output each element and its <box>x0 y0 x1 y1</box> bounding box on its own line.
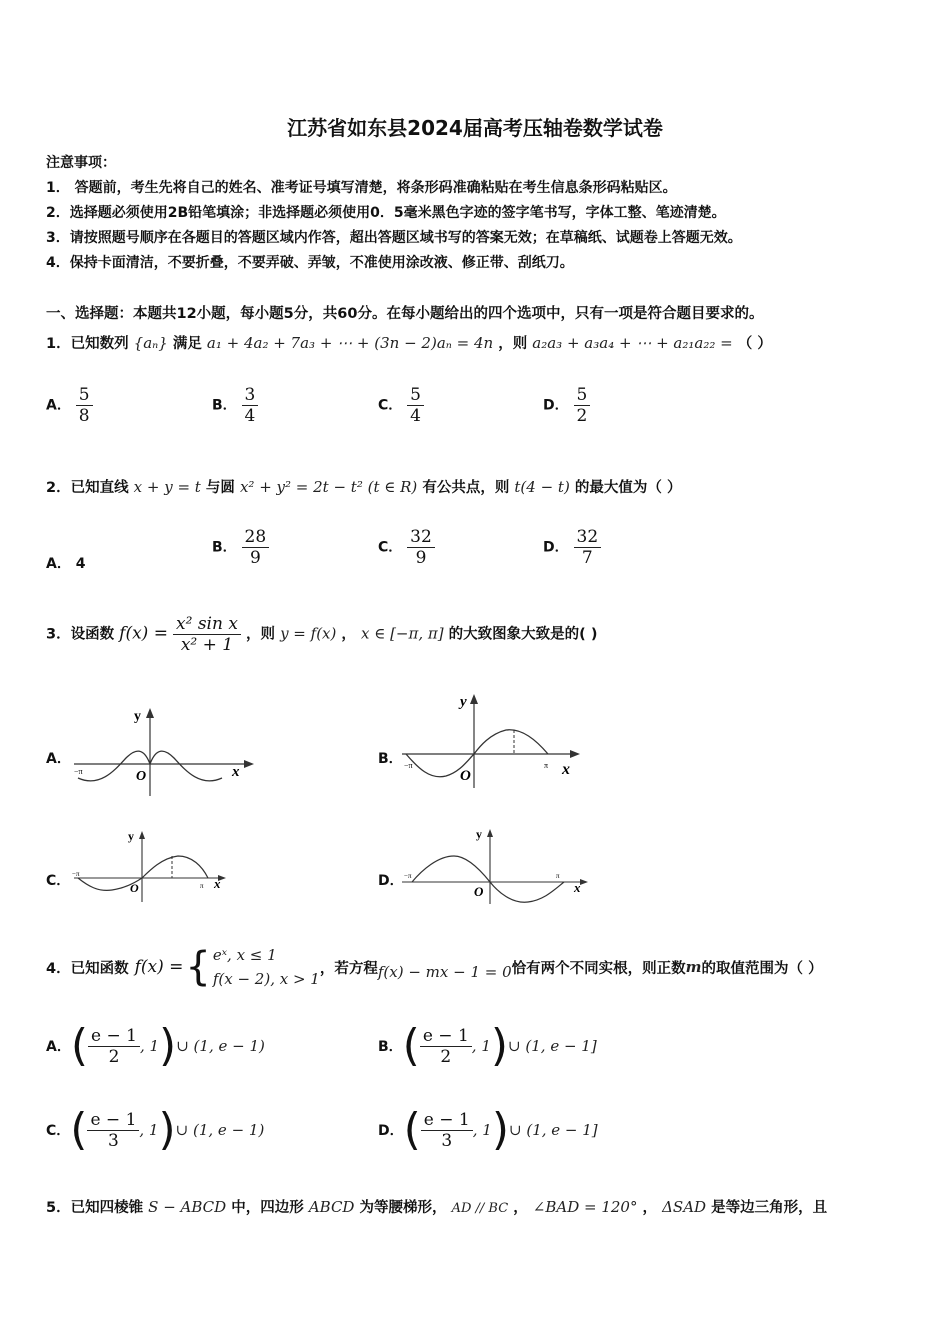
q3-graph-d[interactable] <box>398 824 598 910</box>
q3c-pi: π <box>200 882 204 890</box>
q3c-neg-pi: −π <box>72 870 80 878</box>
question-2: 2．已知直线 x + y = t 与圆 x² + y² = 2t − t² (t ∈ R) 有公共点，则 t(4 − t) 的最大值为（ ） <box>46 478 682 496</box>
q3-option-d[interactable]: D． <box>378 873 404 889</box>
q1-paren: （ ） <box>737 336 772 352</box>
q3d-neg-pi: −π <box>404 872 412 880</box>
note-item-1: 1． 答题前，考生先将自己的姓名、准考证号填写清楚，将条形码准确粘贴在考生信息条形码粘贴区。 <box>46 180 677 196</box>
q3b-y-label: y <box>460 694 467 710</box>
q2-expr: t(4 − t) <box>514 478 570 496</box>
q3-graph-c[interactable] <box>70 826 240 906</box>
q3d-x-label: x <box>574 880 581 895</box>
q2-option-a[interactable]: A． 4 <box>46 556 86 572</box>
q1-option-d[interactable]: D． $\frac{5}{2}$ <box>543 385 590 426</box>
q3b-x-label: x <box>562 761 570 778</box>
question-5: 5．已知四棱锥 S − ABCD 中，四边形 ABCD 为等腰梯形， AD // BC ， ∠BAD = 120° ， ΔSAD 是等边三角形，且 <box>46 1198 828 1216</box>
q4-option-c[interactable]: C． ( $\frac{e - 1}{3}$ , 1 ) ∪ (1, e − 1) <box>46 1104 265 1155</box>
q3c-origin: O <box>130 881 139 895</box>
q3-option-c[interactable]: C． <box>46 873 71 889</box>
q3d-pi: π <box>556 872 560 880</box>
q3c-y-label: y <box>128 829 134 843</box>
q3d-y-label: y <box>476 827 482 841</box>
q3a-neg-pi: −π <box>74 767 83 776</box>
q4-brace: { <box>185 944 211 990</box>
q3-graph-a[interactable] <box>70 700 260 800</box>
q1-sequence: {aₙ} <box>133 334 168 352</box>
section-heading: 一、选择题：本题共12小题，每小题5分，共60分。在每小题给出的四个选项中，只有一项是符合题目要求的。 <box>46 306 764 322</box>
question-1 <box>46 332 772 353</box>
q3c-x-label: x <box>214 876 221 891</box>
q4-option-a[interactable]: A． ( $\frac{e - 1}{2}$ , 1 ) ∪ (1, e − 1) <box>46 1020 265 1071</box>
q3a-x-label: x <box>232 764 240 780</box>
question-3: 3．设函数 f(x) = $\frac{\text{x² sin x}}{\text{x² + 1}}$ ，则 y = f(x) ， x ∈ [−π, π] 的大致图象大致是的( ) <box>46 614 598 655</box>
q3a-y-label: y <box>134 709 141 724</box>
q3-option-b[interactable]: B． <box>378 751 403 767</box>
note-item-2: 2．选择题必须使用2B铅笔填涂；非选择题必须使用0．5毫米黑色字迹的签字笔书写，字体工整、笔迹清楚。 <box>46 205 726 221</box>
q1-mid: 满足 <box>172 336 202 352</box>
q3d-origin: O <box>474 884 484 899</box>
q1-option-b[interactable]: B． $\frac{3}{4}$ <box>212 385 258 426</box>
notes-heading: 注意事项： <box>46 155 116 171</box>
q3b-neg-pi: −π <box>404 761 413 770</box>
q4-option-d[interactable]: D． ( $\frac{e - 1}{3}$ , 1 ) ∪ (1, e − 1] <box>378 1104 598 1155</box>
q1-ask: a₂a₃ + a₃a₄ + ⋯ + a₂₁a₂₂ = <box>532 334 733 352</box>
q1-formula: a₁ + 4a₂ + 7a₃ + ⋯ + (3n − 2)aₙ = 4n <box>206 334 494 352</box>
q2-option-b[interactable]: B． $\frac{28}{9}$ <box>212 527 269 568</box>
question-4: 4．已知函数 f(x) = { eˣ, x ≤ 1 f(x − 2), x > 1 ，若方程 f(x) − mx − 1 = 0 恰有两个不同实根，则正数 m 的取值范围为（ ） <box>46 944 823 990</box>
page-title: 江苏省如东县2024届高考压轴卷数学试卷 <box>287 116 663 140</box>
q3b-pi: π <box>544 761 549 770</box>
q3b-origin: O <box>460 768 471 784</box>
note-item-3: 3．请按照题号顺序在各题目的答题区域内作答，超出答题区域书写的答案无效；在草稿纸、试题卷上答题无效。 <box>46 230 742 246</box>
q4-option-b[interactable]: B． ( $\frac{e - 1}{2}$ , 1 ) ∪ (1, e − 1] <box>378 1020 597 1071</box>
q1-option-a[interactable]: A． $\frac{5}{8}$ <box>46 385 93 426</box>
q3-option-a[interactable]: A． <box>46 751 71 767</box>
q2-option-d[interactable]: D． $\frac{32}{7}$ <box>543 527 601 568</box>
q1-option-c[interactable]: C． $\frac{5}{4}$ <box>378 385 424 426</box>
q1-lead: 1．已知数列 <box>46 336 129 352</box>
q1-then: ，则 <box>498 336 528 352</box>
q3-graph-b[interactable] <box>398 688 588 798</box>
note-item-4: 4．保持卡面清洁，不要折叠，不要弄破、弄皱，不准使用涂改液、修正带、刮纸刀。 <box>46 255 574 271</box>
q3a-origin: O <box>136 769 147 784</box>
q2-line: x + y = t <box>133 478 201 496</box>
q2-circle: x² + y² = 2t − t² (t ∈ R) <box>239 478 418 496</box>
q2-option-c[interactable]: C． $\frac{32}{9}$ <box>378 527 435 568</box>
